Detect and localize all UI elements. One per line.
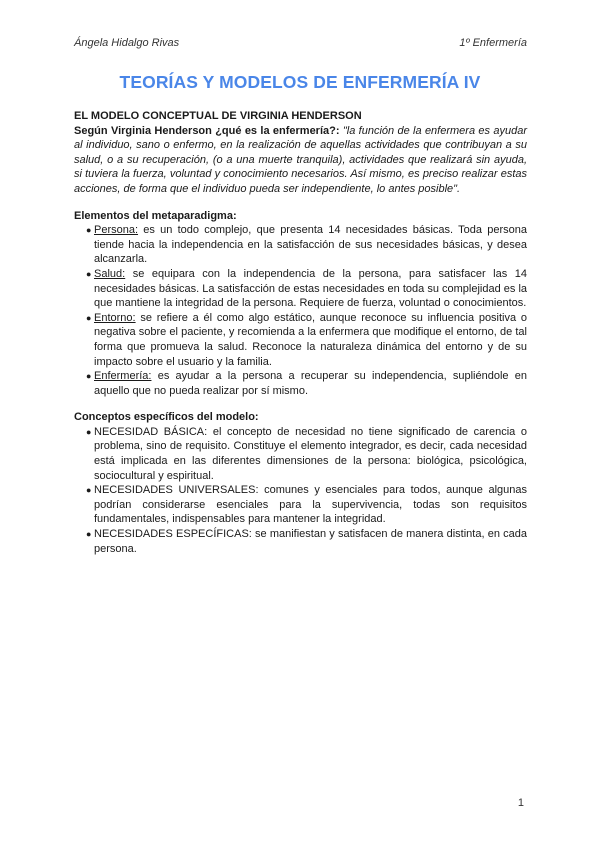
bullet-icon: ● <box>86 529 92 540</box>
intro-quote: "la función de la enfermera es ayudar al individuo, sano o enfermo, en la realización de aquellas actividades que contribuyan a su salud, o a su recuperación, (o a una muerte tranquila), actividades que realizará sin ayuda, si tuviera la fuerza, voluntad y conocimiento necesarios. Así mismo, es preciso realizar estas acciones, de forma que el individuo pueda ser independiente, lo antes posible". <box>74 124 527 195</box>
concept-specific-needs: NECESIDADES ESPECÍFICAS: se manifiestan y satisfacen de manera distinta, en cada persona. <box>94 528 527 555</box>
definition-salud: se equipara con la independencia de la persona, para satisfacer las 14 necesidades básicas. La satisfacción de estas necesidades en toda su complejidad es la que mantiene la integridad de la persona. Requiere de fuerza, voluntad o conocimientos. <box>94 267 527 310</box>
definition-enfermeria: es ayudar a la persona a recuperar su independencia, supliéndole en aquello que no pueda realizar por sí mismo. <box>94 370 527 397</box>
intro-question: Según Virginia Henderson ¿qué es la enfermería?: <box>74 124 340 137</box>
concepts-list <box>74 425 527 556</box>
bullet-icon: ● <box>86 225 92 236</box>
header-course: 1º Enfermería <box>459 37 527 49</box>
concept-universal-needs: NECESIDADES UNIVERSALES: comunes y esenciales para todos, aunque algunas podrían considerarse esenciales para la supervivencia, todas son requisitos fundamentales, indispensables para mantener la integridad. <box>94 484 527 526</box>
section-heading-metaparadigm: Elementos del metaparadigma: <box>74 209 237 222</box>
term-entorno: Entorno: <box>94 311 136 324</box>
term-enfermeria: Enfermería: <box>94 370 152 383</box>
list-item <box>74 527 527 556</box>
header-author: Ángela Hidalgo Rivas <box>74 37 180 49</box>
term-persona: Persona: <box>94 224 139 237</box>
bullet-icon: ● <box>86 485 92 496</box>
metaparadigm-list <box>74 223 527 398</box>
bullet-icon: ● <box>86 426 92 437</box>
intro-paragraph <box>74 124 527 197</box>
list-item <box>74 223 527 267</box>
document-body <box>74 109 527 556</box>
page-number: 1 <box>517 797 524 809</box>
list-item <box>74 425 527 483</box>
bullet-icon: ● <box>86 268 92 279</box>
term-salud: Salud: <box>94 267 126 280</box>
section-heading-model: EL MODELO CONCEPTUAL DE VIRGINIA HENDERSON <box>74 110 362 122</box>
list-item <box>74 311 527 369</box>
section-heading-concepts: Conceptos específicos del modelo: <box>74 411 259 424</box>
bullet-icon: ● <box>86 371 92 382</box>
definition-entorno: se refiere a él como algo estático, aunque reconoce su influencia positiva o negativa sobre el paciente, y recomienda a la enfermera que modifique el entorno, de tal forma que promueva la salud. Reconoce la naturaleza dinámica del entorno y de su impacto sobre el usuario y la familia. <box>94 311 527 368</box>
concept-basic-need: NECESIDAD BÁSICA: el concepto de necesidad no tiene significado de carencia o problema, sino de requisito. Constituye el elemento integrador, es decir, cada necesidad está implicada en las diferentes dimensiones de la persona: biológica, psicológica, sociocultural y espiritual. <box>94 425 527 482</box>
bullet-icon: ● <box>86 312 92 323</box>
list-item <box>74 483 527 527</box>
list-item <box>74 267 527 311</box>
list-item <box>74 369 527 398</box>
definition-persona: es un todo complejo, que presenta 14 necesidades básicas. Toda persona tiende hacia la independencia en la satisfacción de sus necesidades básicas, y desea alcanzarla. <box>94 224 527 266</box>
document-title: TEORÍAS Y MODELOS DE ENFERMERÍA IV <box>119 72 481 92</box>
